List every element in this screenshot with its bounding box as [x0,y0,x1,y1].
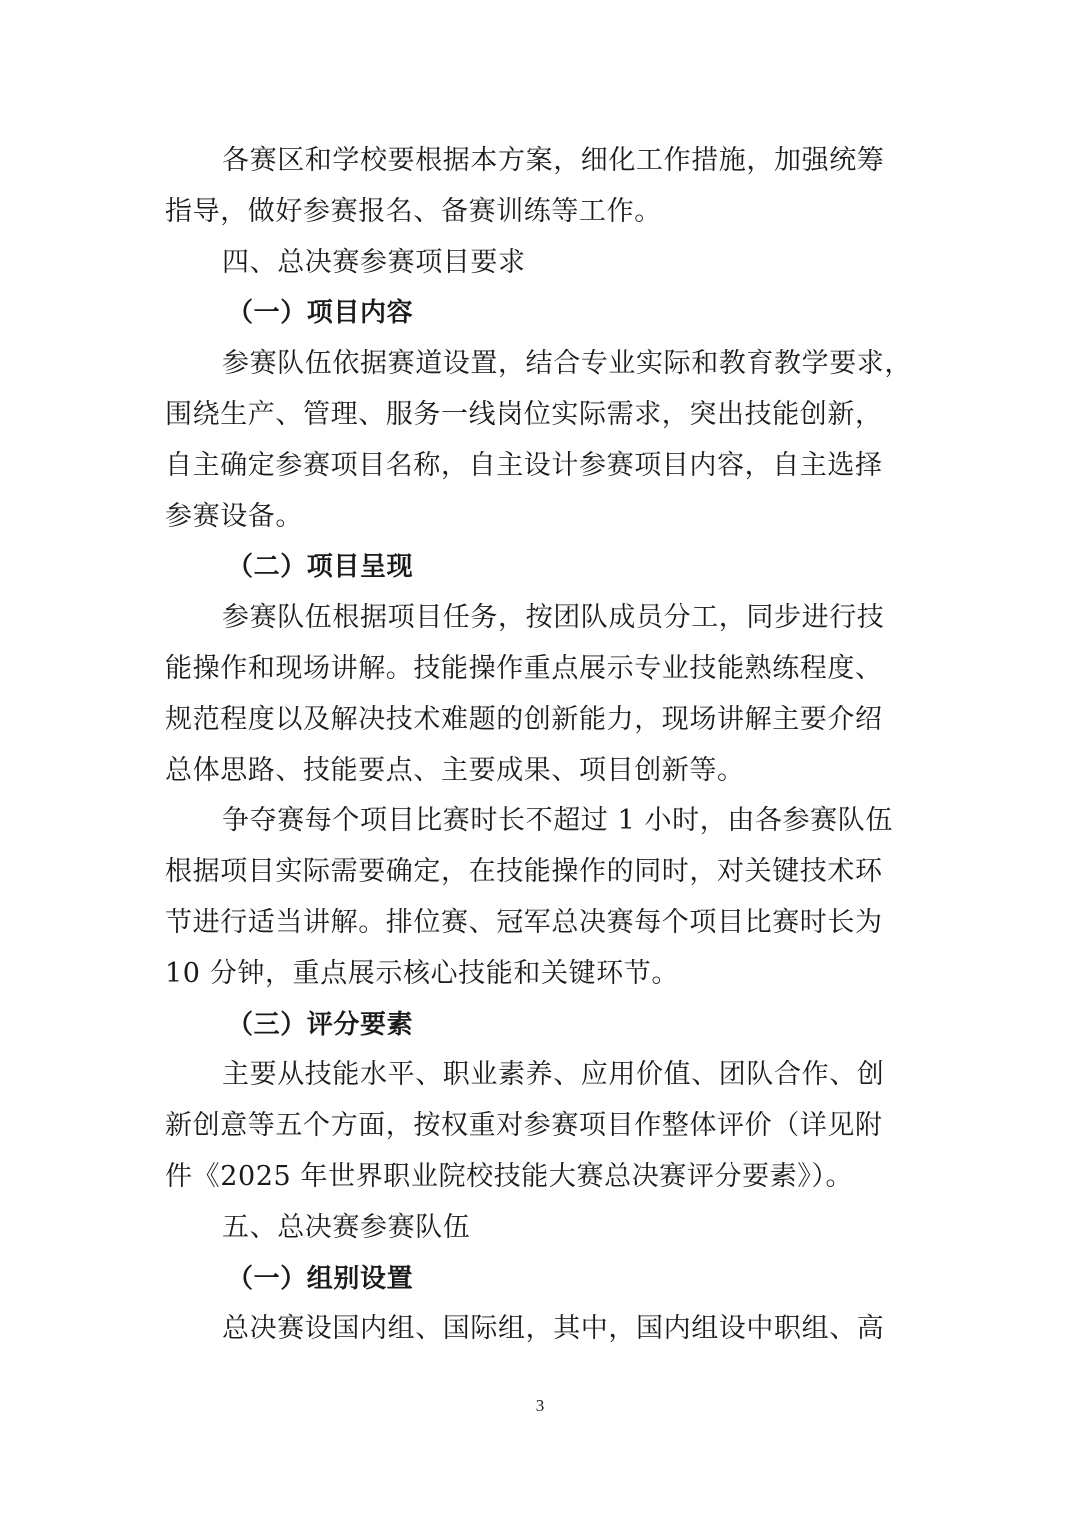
section-heading-5: 五、总决赛参赛队伍 [222,1211,471,1243]
paragraph-line: 根据项目实际需要确定，在技能操作的同时，对关键技术环 [165,856,883,888]
page-number: 3 [535,1396,545,1415]
paragraph-line: 参赛队伍根据项目任务，按团队成员分工，同步进行技 [222,602,885,634]
paragraph-line: 总体思路、技能要点、主要成果、项目创新等。 [165,754,745,786]
section-heading-4: 四、总决赛参赛项目要求 [222,246,526,278]
paragraph-line: 节进行适当讲解。排位赛、冠军总决赛每个项目比赛时长为 [165,906,883,938]
paragraph-line: 围绕生产、管理、服务一线岗位实际需求，突出技能创新， [165,398,883,430]
paragraph-line: 新创意等五个方面，按权重对参赛项目作整体评价（详见附 [165,1110,883,1142]
paragraph-line: 争夺赛每个项目比赛时长不超过 1 小时，由各参赛队伍 [222,805,893,837]
paragraph-line: 自主确定参赛项目名称，自主设计参赛项目内容，自主选择 [165,449,883,481]
paragraph-line: 各赛区和学校要根据本方案，细化工作措施，加强统筹 [222,145,885,176]
paragraph-line: 参赛设备。 [165,500,303,532]
paragraph-line: 主要从技能水平、职业素养、应用价值、团队合作、创 [222,1059,885,1091]
subsection-heading-group-settings: （一）组别设置 [227,1263,414,1294]
paragraph-line: 能操作和现场讲解。技能操作重点展示专业技能熟练程度、 [165,652,883,684]
subsection-heading-project-presentation: （二）项目呈现 [227,552,414,583]
document-page [165,136,917,1355]
paragraph-line: 指导，做好参赛报名、备赛训练等工作。 [165,195,662,227]
paragraph-line: 总决赛设国内组、国际组，其中，国内组设中职组、高 [222,1313,885,1345]
subsection-heading-scoring-elements: （三）评分要素 [227,1009,414,1040]
subsection-heading-project-content: （一）项目内容 [227,298,414,329]
paragraph-line: 件《2025 年世界职业院校技能大赛总决赛评分要素》）。 [165,1160,854,1192]
paragraph-line: 10 分钟，重点展示核心技能和关键环节。 [165,957,679,989]
paragraph-line: 参赛队伍依据赛道设置，结合专业实际和教育教学要求， [222,348,912,380]
paragraph-line: 规范程度以及解决技术难题的创新能力，现场讲解主要介绍 [165,703,883,735]
